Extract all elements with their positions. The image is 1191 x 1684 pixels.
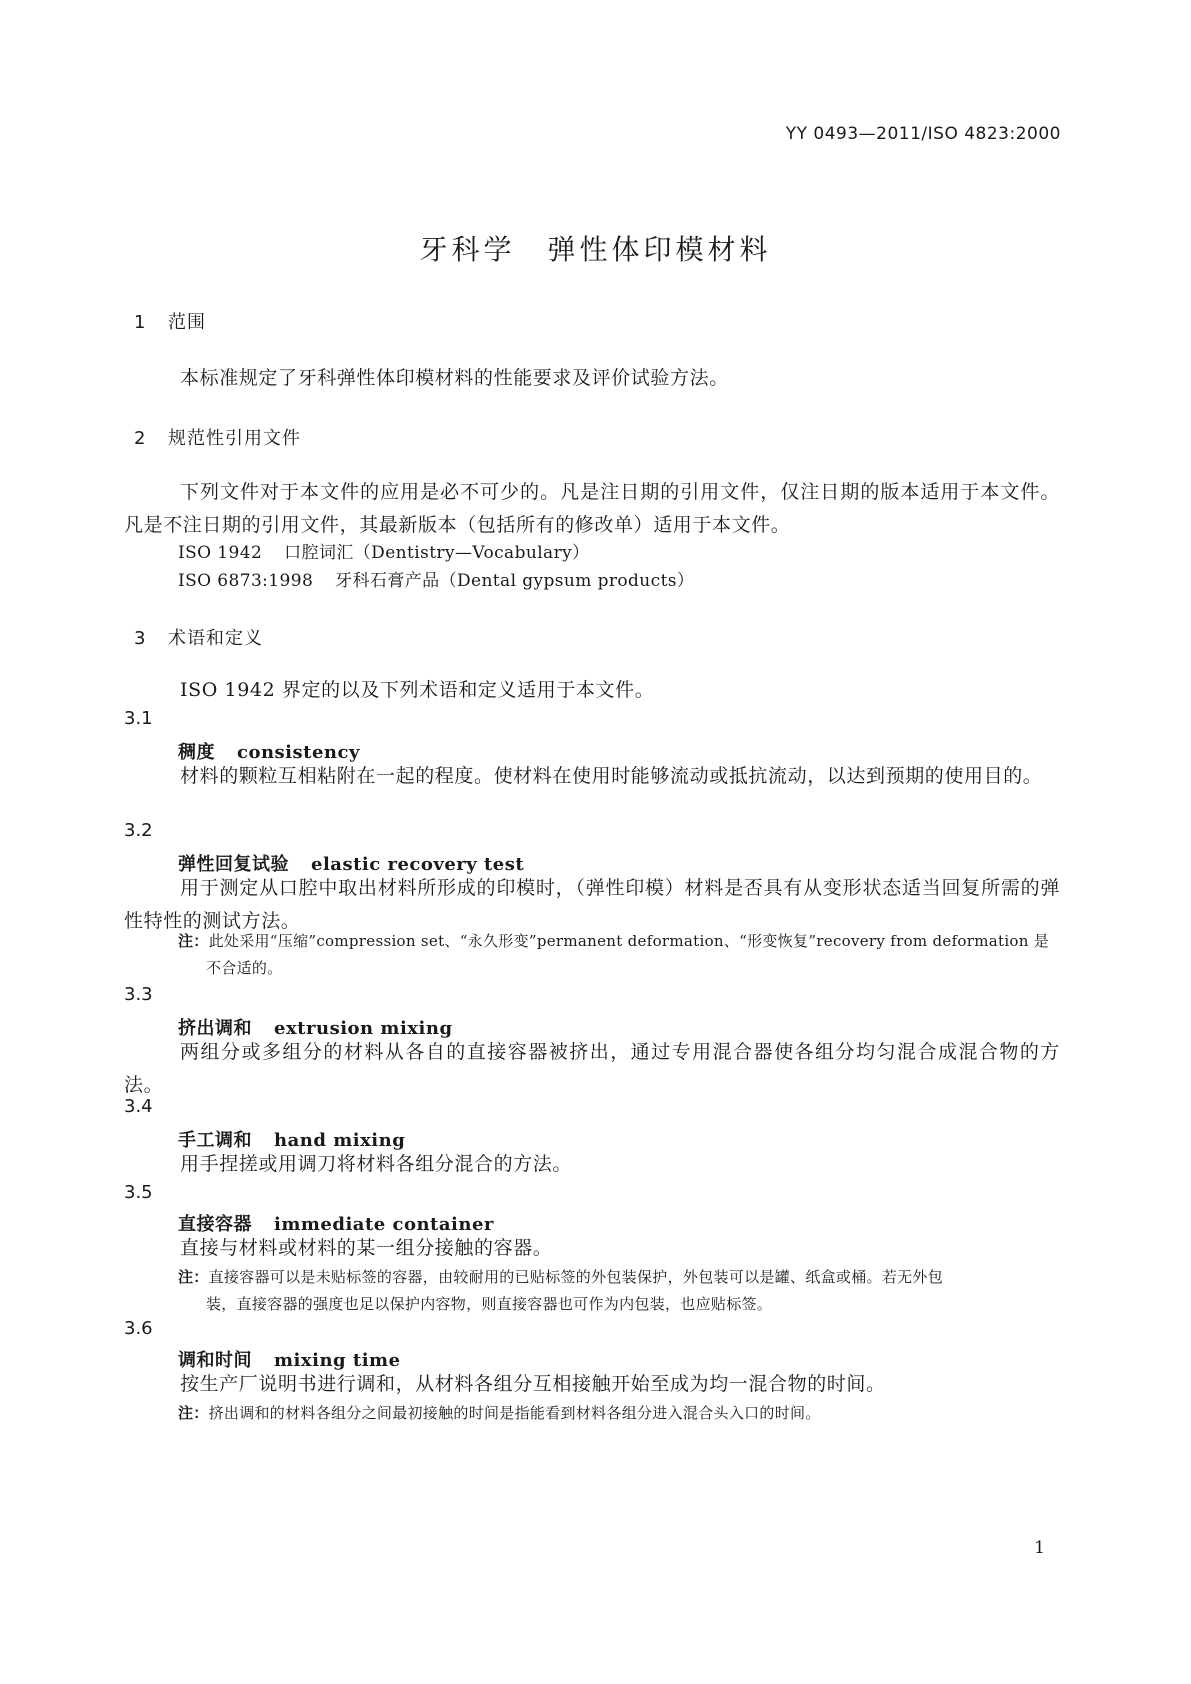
term-note [178,1264,1060,1318]
section-title: 规范性引用文件 [168,428,301,449]
term-definition: 用于测定从口腔中取出材料所形成的印模时，（弹性印模）材料是否具有从变形状态适当回复所需的弹性特性的测试方法。 [124,877,1060,932]
term-definition: 两组分或多组分的材料从各自的直接容器被挤出，通过专用混合器使各组分均匀混合成混合物的方法。 [124,1041,1060,1096]
page-number: 1 [1034,1538,1045,1558]
section-title: 术语和定义 [168,628,263,649]
section-1-heading [134,308,206,334]
note-text: 装，直接容器的强度也足以保护内容物，则直接容器也可作为内包装，也应贴标签。 [206,1295,773,1313]
term-definition: 直接与材料或材料的某一组分接触的容器。 [180,1237,553,1259]
term-definition: 按生产厂说明书进行调和，从材料各组分互相接触开始至成为均一混合物的时间。 [180,1373,886,1395]
section-1-paragraph: 本标准规定了牙科弹性体印模材料的性能要求及评价试验方法。 [180,367,729,389]
reference-title: 牙科石膏产品（Dental gypsum products） [335,571,695,591]
term-name-en: consistency [237,742,360,763]
term-number: 3.4 [124,1096,153,1117]
note-label: 注： [178,1268,209,1286]
term-name-zh: 手工调和 [178,1130,252,1151]
section-number: 1 [134,312,147,333]
term-name-en: extrusion mixing [274,1018,453,1039]
term-number: 3.5 [124,1182,153,1203]
section-3-heading [134,624,263,650]
reference-code: ISO 6873:1998 [178,571,314,591]
term-number: 3.1 [124,708,153,729]
term-definition: 材料的颗粒互相粘附在一起的程度。使材料在使用时能够流动或抵抗流动，以达到预期的使用目的。 [180,765,1043,787]
section-2-paragraph: 下列文件对于本文件的应用是必不可少的。凡是注日期的引用文件，仅注日期的版本适用于本文件。凡是不注日期的引用文件，其最新版本（包括所有的修改单）适用于本文件。 [124,481,1060,536]
term-name-zh: 挤出调和 [178,1018,252,1039]
term-definition: 用手捏搓或用调刀将材料各组分混合的方法。 [180,1153,573,1175]
term-name-zh: 直接容器 [178,1214,252,1235]
note-label: 注： [178,932,209,950]
section-title: 范围 [168,312,206,333]
term-name-zh: 调和时间 [178,1350,252,1371]
term-number: 3.3 [124,984,153,1005]
term-name-en: elastic recovery test [311,854,525,875]
term-name-zh: 稠度 [178,742,215,763]
section-2-heading [134,424,301,450]
section-number: 3 [134,628,147,649]
note-text: 直接容器可以是未贴标签的容器，由较耐用的已贴标签的外包装保护，外包装可以是罐、纸盒或桶。若无外包 [208,1268,944,1286]
normative-reference [178,538,590,563]
term-number: 3.6 [124,1318,153,1339]
reference-code: ISO 1942 [178,543,263,563]
standard-number: YY 0493—2011/ISO 4823:2000 [785,124,1061,144]
note-text: 此处采用“压缩”compression set、“永久形变”permanent deformation、“形变恢复”recovery from deformation 是 [208,932,1050,950]
note-text: 不合适的。 [206,959,283,977]
section-3-intro: ISO 1942 界定的以及下列术语和定义适用于本文件。 [180,679,655,701]
term-name-en: immediate container [274,1214,494,1235]
normative-reference [178,566,694,591]
term-name-en: mixing time [274,1350,401,1371]
section-number: 2 [134,428,147,449]
term-name-en: hand mixing [274,1130,406,1151]
term-number: 3.2 [124,820,153,841]
document-title: 牙科学 弹性体印模材料 [419,233,772,266]
term-note [178,1400,1060,1427]
reference-title: 口腔词汇（Dentistry—Vocabulary） [284,543,590,563]
note-text: 挤出调和的材料各组分之间最初接触的时间是指能看到材料各组分进入混合头入口的时间。 [208,1404,821,1422]
term-name-zh: 弹性回复试验 [178,854,289,875]
term-note [178,928,1060,982]
note-label: 注： [178,1404,209,1422]
